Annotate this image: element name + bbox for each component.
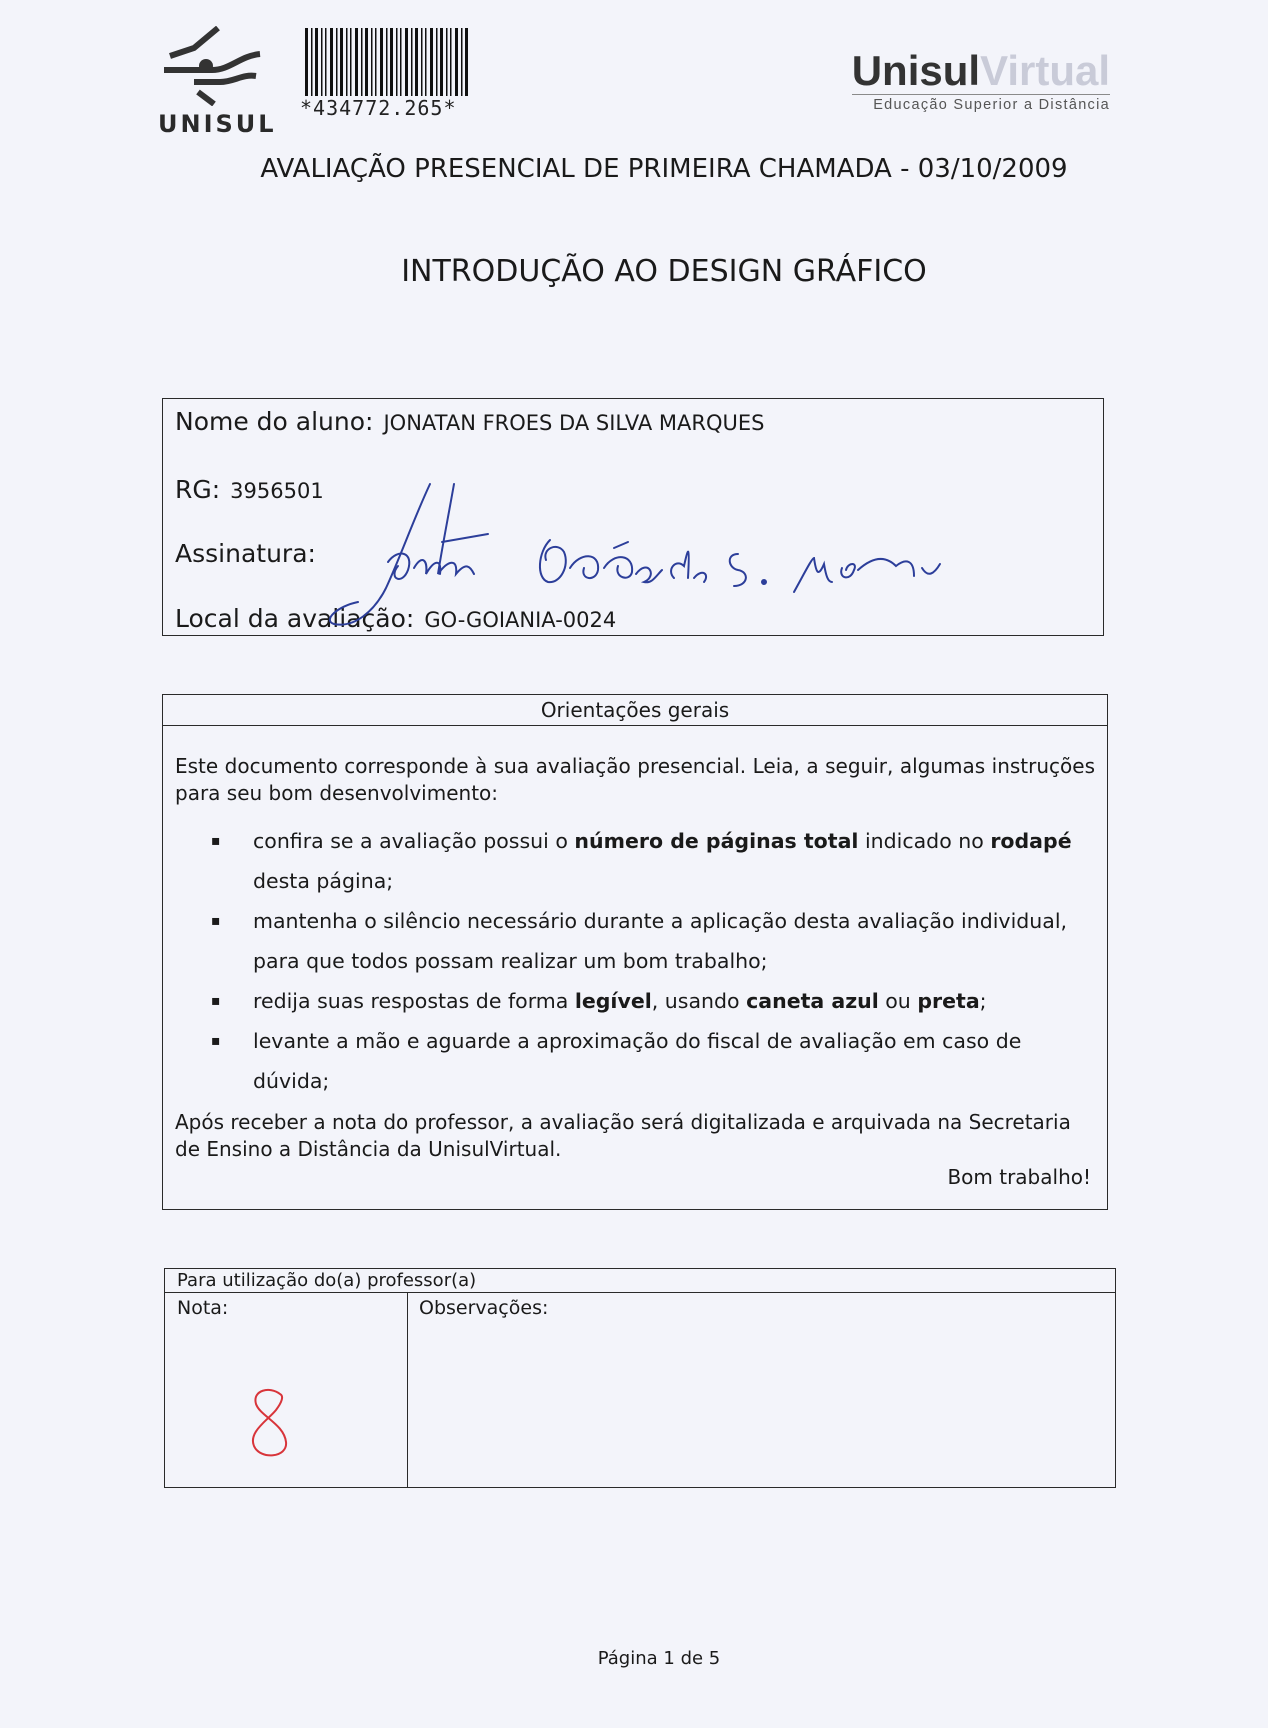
guideline-item: ▪ redija suas respostas de forma legível, usando caneta azul ou preta; [211,981,1093,1021]
barcode-number: *434772.265* [300,96,457,120]
grade-label: Nota: [177,1297,229,1319]
guideline-item: ▪ mantenha o silêncio necessário durante a aplicação desta avaliação individual, para que todos possam realizar um bom trabalho; [211,901,1093,981]
guidelines-closing: Bom trabalho! [947,1165,1091,1189]
signature-label: Assinatura: [175,539,316,568]
guideline-item: ▪ confira se a avaliação possui o número de páginas total indicado no rodapé desta página; [211,821,1093,901]
student-name-value: JONATAN FROES DA SILVA MARQUES [383,411,765,435]
handwritten-grade [240,1384,300,1464]
unisul-logo [140,26,290,136]
brand-name [851,47,1110,94]
student-name-label: Nome do aluno: [175,407,374,436]
handwritten-signature [318,478,968,638]
unisul-emblem-icon [160,26,270,106]
guidelines-list [211,821,1093,1101]
exam-title: AVALIAÇÃO PRESENCIAL DE PRIMEIRA CHAMADA - 03/10/2009 [260,154,1068,184]
guidelines-box [162,694,1108,1210]
professor-box [164,1268,1116,1488]
professor-heading: Para utilização do(a) professor(a) [165,1269,1115,1293]
unisul-logo-text: UNISUL [158,110,277,138]
rg-value: 3956501 [230,479,324,503]
student-name-field [175,407,764,436]
observations-label: Observações: [419,1297,549,1319]
exam-location-value: GO-GOIANIA-0024 [424,608,617,632]
brand-tagline: Educação Superior a Distância [852,94,1110,113]
page-footer: Página 1 de 5 [597,1648,721,1669]
guidelines-heading: Orientações gerais [163,695,1107,726]
rg-label: RG: [175,475,221,504]
brand-name-part1: Unisul [851,47,981,94]
brand-name-part2: Virtual [980,47,1110,94]
exam-location-label: Local da avaliação: [175,604,415,633]
rg-field [175,475,324,504]
course-title: INTRODUÇÃO AO DESIGN GRÁFICO [401,254,927,289]
signature-field [175,539,316,568]
barcode [305,28,470,96]
guideline-item: ▪ levante a mão e aguarde a aproximação do fiscal de avaliação em caso de dúvida; [211,1021,1093,1101]
unisul-virtual-logo [851,47,1110,113]
guidelines-intro: Este documento corresponde à sua avaliação presencial. Leia, a seguir, algumas instruções para seu bom desenvolvimento: [175,754,1095,805]
guidelines-outro: Após receber a nota do professor, a avaliação será digitalizada e arquivada na Secretaria de Ensino a Distância da UnisulVirtual. [175,1110,1071,1161]
professor-divider [407,1293,408,1487]
